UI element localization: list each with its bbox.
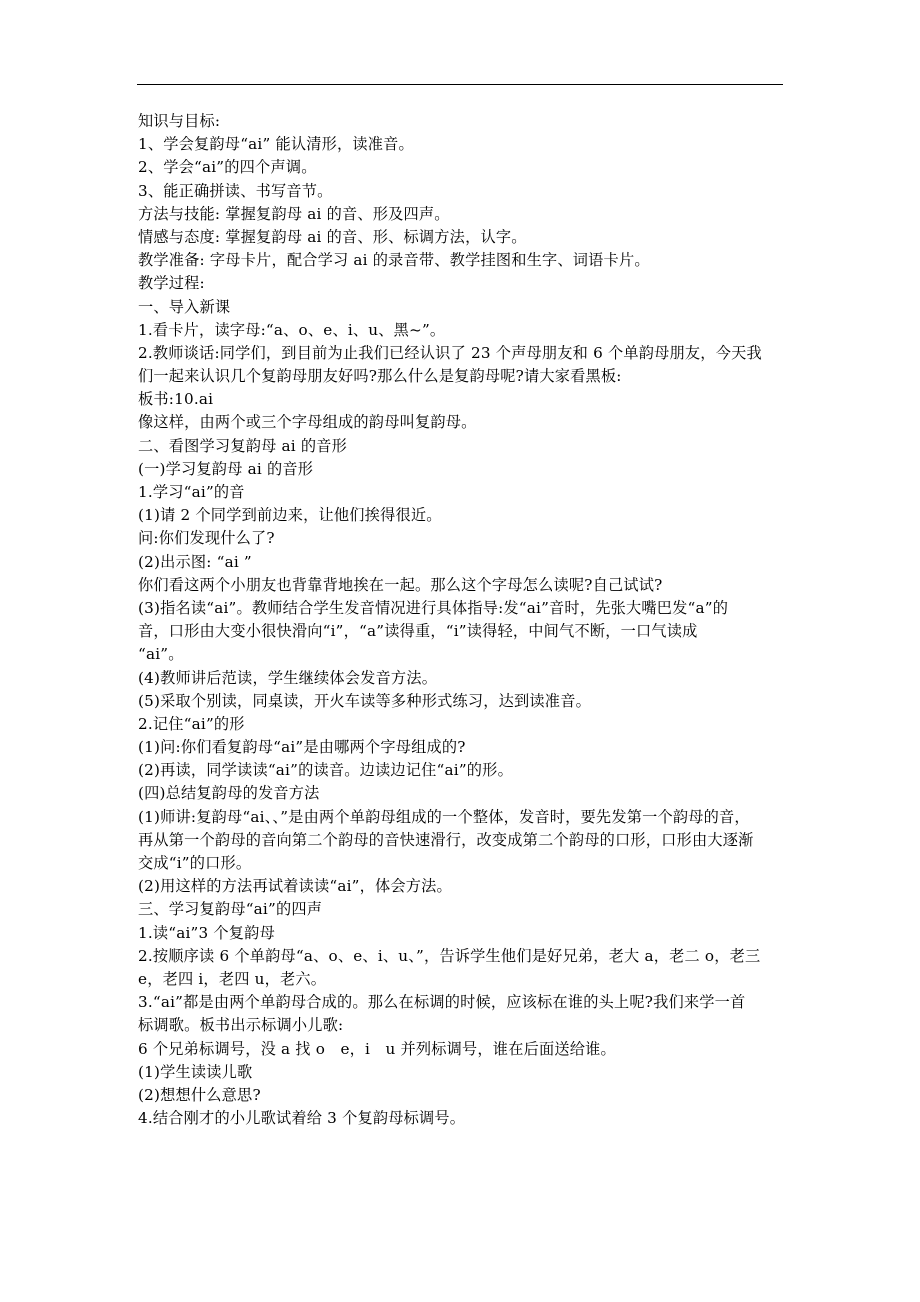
- text-line: “ai”。: [138, 645, 184, 664]
- text-line: 3.“ai”都是由两个单韵母合成的。那么在标调的时候，应该标在谁的头上呢?我们来学一首: [138, 993, 746, 1012]
- document-body: [138, 110, 788, 1130]
- text-line: 方法与技能: 掌握复韵母 ai 的音、形及四声。: [138, 204, 450, 223]
- text-line: 三、学习复韵母“ai”的四声: [138, 900, 323, 919]
- text-line: 1、学会复韵母“ai” 能认清形，读准音。: [138, 135, 414, 154]
- text-line: 你们看这两个小朋友也背靠背地挨在一起。那么这个字母怎么读呢?自己试试?: [138, 575, 663, 594]
- text-line: 1.读“ai”3 个复韵母: [138, 923, 275, 942]
- text-line: (2)再读，同学读读“ai”的读音。边读边记住“ai”的形。: [138, 761, 513, 780]
- text-line: (1)学生读读儿歌: [138, 1062, 253, 1081]
- text-line: 音，口形由大变小很快滑向“i”，“a”读得重，“i”读得轻，中间气不断，一口气读成: [138, 622, 698, 641]
- text-line: 知识与目标:: [138, 112, 221, 130]
- text-line: 4.结合刚才的小儿歌试着给 3 个复韵母标调号。: [138, 1109, 466, 1128]
- text-line: (1)师讲:复韵母“ai、、”是由两个单韵母组成的一个整体，发音时，要先发第一个韵母的音，: [138, 807, 750, 826]
- text-line: (4)教师讲后范读，学生继续体会发音方法。: [138, 668, 438, 687]
- text-line: (2)用这样的方法再试着读读“ai”，体会方法。: [138, 877, 452, 896]
- text-line: 二、看图学习复韵母 ai 的音形: [138, 436, 348, 455]
- text-line: 们一起来认识几个复韵母朋友好吗?那么什么是复韵母呢?请大家看黑板:: [138, 367, 622, 386]
- text-line: 2.记住“ai”的形: [138, 714, 245, 733]
- text-line: (2)想想什么意思?: [138, 1085, 261, 1104]
- text-line: 再从第一个韵母的音向第二个韵母的音快速滑行，改变成第二个韵母的口形，口形由大逐渐: [138, 830, 754, 849]
- text-line: 问:你们发现什么了?: [138, 529, 275, 548]
- text-line: 情感与态度: 掌握复韵母 ai 的音、形、标调方法，认字。: [138, 227, 527, 246]
- text-line: 板书:10.ai: [138, 390, 214, 409]
- text-line: 教学准备: 字母卡片，配合学习 ai 的录音带、教学挂图和生字、词语卡片。: [138, 251, 650, 270]
- text-line: 一、导入新课: [138, 297, 231, 316]
- text-line: 2.教师谈话:同学们，到目前为止我们已经认识了 23 个声母朋友和 6 个单韵母朋友，今天我: [138, 343, 762, 362]
- text-line: (四)总结复韵母的发音方法: [138, 784, 320, 803]
- text-line: 2、学会“ai”的四个声调。: [138, 158, 317, 177]
- text-line: 像这样，由两个或三个字母组成的韵母叫复韵母。: [138, 413, 477, 432]
- text-line: (5)采取个别读，同桌读，开火车读等多种形式练习，达到读准音。: [138, 691, 591, 710]
- text-line: 交成“i”的口形。: [138, 854, 252, 872]
- text-line: 1.学习“ai”的音: [138, 483, 245, 501]
- text-line: 标调歌。板书出示标调小儿歌:: [138, 1016, 344, 1035]
- text-line: e，老四 i，老四 u，老六。: [138, 969, 327, 988]
- text-line: (3)指名读“ai”。教师结合学生发音情况进行具体指导:发“ai”音时，先张大嘴巴发“a”的: [138, 598, 729, 617]
- text-line: 教学过程:: [138, 274, 205, 293]
- text-line: (2)出示图: “ai ”: [138, 552, 252, 571]
- text-line: 2.按顺序读 6 个单韵母“a、o、e、i、u、”，告诉学生他们是好兄弟，老大 a，老二 o，老三: [138, 946, 761, 965]
- text-line: 1.看卡片，读字母:“a、o、e、i、u、黑~”。: [138, 320, 446, 339]
- text-line: (一)学习复韵母 ai 的音形: [138, 459, 314, 478]
- text-line: (1)问:你们看复韵母“ai”是由哪两个字母组成的?: [138, 738, 466, 757]
- text-line: 6 个兄弟标调号，没 a 找 o e，i u 并列标调号，谁在后面送给谁。: [138, 1039, 616, 1058]
- text-line: 3、能正确拼读、书写音节。: [138, 181, 333, 200]
- header-rule: [137, 84, 783, 85]
- text-line: (1)请 2 个同学到前边来，让他们挨得很近。: [138, 506, 442, 525]
